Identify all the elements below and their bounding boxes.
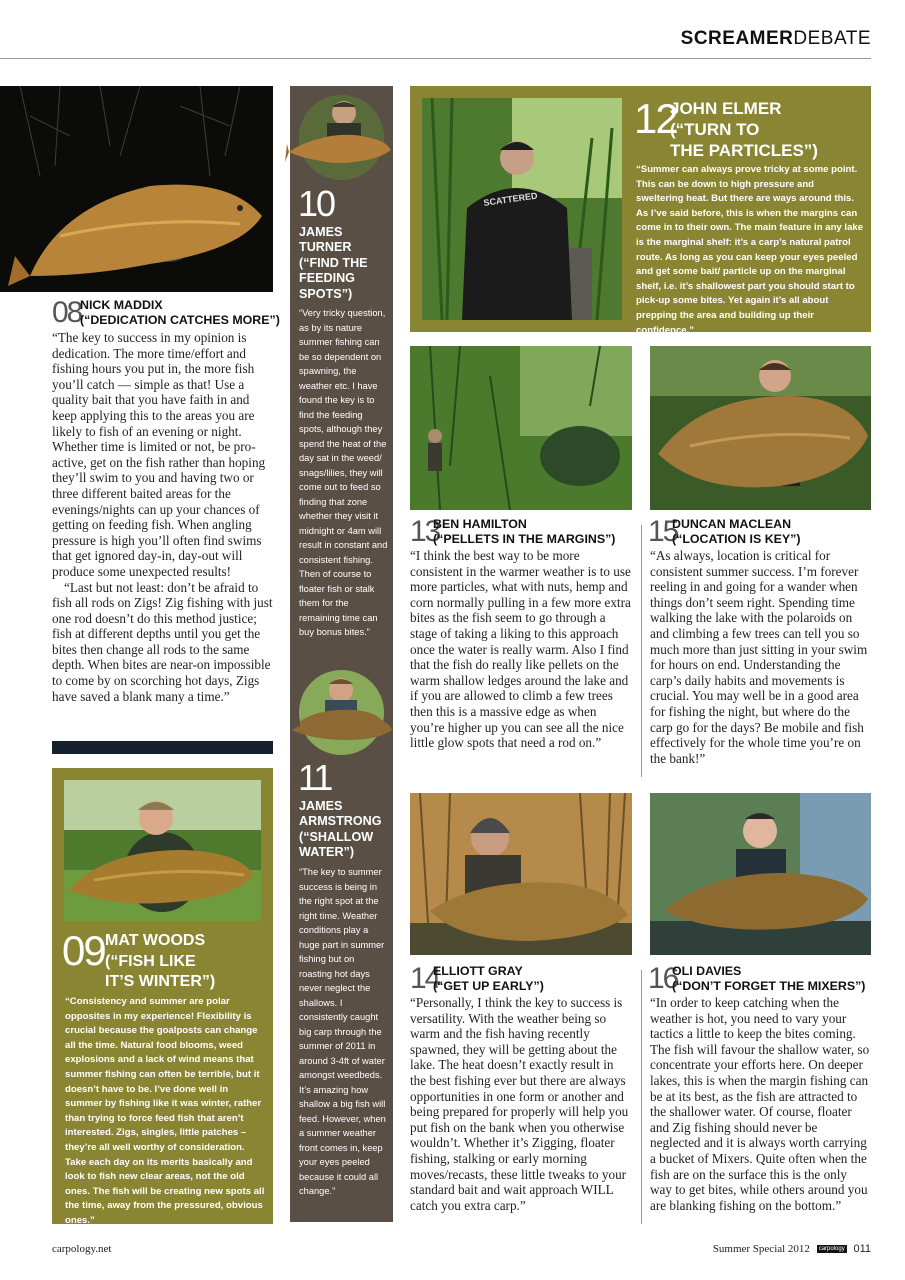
entry-body-paragraph: “Last but not least: don’t be afraid to fish all rods on Zigs! Zig fishing with just one rod doesn’t do this method justice; fish at different depths until you get the bites then change all rods to the same depth. When bites are near-on impossible to come by on scorching hot days, Zigs have saved a blank many a time.”: [52, 579, 273, 704]
entry-name-line: THE PARTICLES”): [670, 141, 818, 160]
entry-name-line: TURNER: [299, 240, 352, 255]
entry-number: 16: [648, 962, 678, 995]
entry-subtitle: (“DEDICATION CATCHES MORE”): [80, 313, 280, 327]
entry-name-line: (“SHALLOW: [299, 829, 374, 844]
photo-nick-maddix: [0, 86, 273, 292]
divider-bar: [52, 741, 273, 754]
page-number: 011: [853, 1243, 871, 1255]
entry-09-body: “Consistency and summer are polar opposites in my experience! Flexibility is crucial because the goalposts can change all the time. Natural food blooms, weed explosions and a lack of wind means that summer fishing can often be terrible, but it doesn’t have to be. I’ve done well in summer by fishing like it was winter, rather than trying to force feed fish that aren’t interested. Zigs, singles, little patches – they’re all well worthy of consideration. Take each day on its merits basically and look to fish new clear areas, not the old ones. The fish will be creating new spots all the time, away from the pressured, obvious ones.”: [65, 996, 265, 1226]
column-divider: [641, 970, 642, 1224]
entry-name-line: FEEDING: [299, 271, 355, 286]
entry-subtitle: (“LOCATION IS KEY”): [672, 532, 801, 546]
photo-oli-davies: [650, 793, 871, 955]
entry-name-line: MAT WOODS: [105, 932, 206, 949]
carpology-logo-text: carpology: [818, 1246, 845, 1253]
fish-overhang: [285, 128, 393, 168]
entry-number: 09: [62, 927, 105, 974]
entry-name-line: JAMES: [299, 225, 343, 239]
entry-08-body: [52, 330, 274, 704]
column-divider: [641, 525, 642, 777]
entry-10-body: “Very tricky question, as by its nature summer fishing can be so dependent on spawning, the weather etc. I have found the key is to find the feeding spots, although they spend the heat of the day sat in the weed/ snags/lilies, they will come out to feed so finding that zone whether they visit it midnight or 4am will result in constant and consistent fishing. Then of course to floater fish or stalk them for the remaining time can buy bonus bites.”: [299, 308, 388, 637]
entry-name-line: IT’S WINTER”): [105, 973, 216, 990]
entry-number: 14: [410, 962, 440, 995]
entry-number: 12: [634, 95, 677, 142]
entry-14-body: “Personally, I think the key to success is versatility. With the weather being so warm and the fish having recently spawned, they will be getting about the lake. The heat doesn’t exactly result in the best fishing ever but there are always opportunities in one form or another and being prepared for properly will help you put fish on the bank when you otherwise wouldn’t. Whether it’s Zigging, floater fishing, stalking or early morning moves/recasts, these little tweaks to your standard bait and wait approach WILL catch you extra carp.”: [410, 995, 629, 1213]
jacket-logo-text: SCATTERED: [482, 190, 539, 208]
entry-name-line: ARMSTRONG: [299, 814, 382, 829]
header-rule: [0, 58, 871, 59]
entry-number: 15: [648, 515, 678, 548]
entry-name: ELLIOTT GRAY: [433, 964, 523, 978]
entry-subtitle: (“DON’T FORGET THE MIXERS”): [672, 979, 866, 993]
footer-left: carpology.net: [52, 1243, 112, 1255]
carpology-logo: [817, 1245, 847, 1253]
entry-16-body: “In order to keep catching when the weather is hot, you need to vary your tactics a little to keep the bites coming. The fish will favour the shallow water, so concentrate your efforts here. On deeper lakes, this is when the margin fishing can be at its best, as the fish are attracted to the shallower water. Of course, floater and Zig fishing should never be neglected and it is always worth carrying a bucket of Mixers. Quite often when the fish are on the surface this is the only way to get bites, while others around you are blanking fishing on the bottom.”: [650, 995, 870, 1213]
photo-elliott-gray: [410, 793, 632, 955]
entry-number: 11: [298, 757, 332, 798]
entry-name: [105, 931, 215, 993]
footer-right: [713, 1243, 871, 1255]
entry-subtitle: (“GET UP EARLY”): [433, 979, 544, 993]
fish-overhang: [288, 708, 394, 746]
entry-name-line: JAMES: [299, 799, 343, 813]
section-header: [681, 28, 871, 50]
header-bold: SCREAMER: [680, 28, 794, 49]
entry-11-body: “The key to summer success is being in the right spot at the right time. Weather conditions play a huge part in summer fishing but on roasting hot days never neglect the shallows. I consistently caught big carp through the summer of 2011 in around 3-4ft of water amongst weedbeds. It’s amazing how shallow a big fish will feed. However, when a summer weather front comes in, keep your eyes peeled because it could all change.”: [299, 867, 386, 1196]
entry-name-line: (“TURN TO: [670, 120, 760, 139]
entry-name: OLI DAVIES: [672, 964, 742, 978]
entry-name-line: SPOTS”): [299, 286, 353, 301]
entry-subtitle: (“PELLETS IN THE MARGINS”): [433, 532, 616, 546]
entry-number: 10: [298, 183, 335, 224]
entry-name: [299, 799, 382, 861]
entry-name: [299, 225, 368, 302]
entry-13-body: “I think the best way to be more consistent in the warmer weather is to use more particles, what with nuts, hemp and corn normally pulling in a few more extra bites as the fish seem to go through a stage of taking a liking to this approach once the water is really warm. Also I find that the fish do really like pellets on the warm shallow ledges around the lake and if you are allowed to climb a few trees then this is a massive edge as when you’re higher up you can see all the nice little glow spots that need a rod on.”: [410, 548, 631, 751]
header-light: DEBATE: [793, 28, 871, 49]
entry-name-line: JOHN ELMER: [670, 99, 782, 118]
photo-ben-hamilton: [410, 346, 632, 510]
entry-15-body: “As always, location is critical for consistent summer success. I’m forever reeling in and going for a wander when things don’t seem right. Spending time walking the lake with the polaroids on and climbing a few trees can tell you so much more than just sitting in your swim for hours on end. Understanding the carp’s daily habits and movements is crucial. You may well be in a good area for fishing the night, but where do the carp go for the days? Be mobile and fish effectively for the whole time you’re on the bank!”: [650, 548, 868, 766]
entry-name: [670, 98, 818, 161]
entry-body-paragraph: “The key to success in my opinion is dedication. The more time/effort and fishing hours you put in, the more fish you’ll catch — simple as that! Use a quality bait that you have faith in and keep applying this to the areas you are likely to fish of an evening or night. Whether time is limited or not, be pro-active, get on the fish rather than hoping they’ll swim to you and having two or three different baited areas for the evenings/nights can up your chances of getting on feeding fish. When angling pressure is high you’ll often find swims that get ignored day-in, day-out will produce some unexpected results!: [52, 330, 266, 579]
entry-name-line: WATER”): [299, 845, 355, 860]
photo-duncan-maclean: [650, 346, 871, 510]
entry-name-line: (“FISH LIKE: [105, 952, 196, 970]
entry-name: BEN HAMILTON: [433, 517, 527, 531]
entry-number: 13: [410, 515, 440, 548]
entry-number: 08: [52, 296, 82, 329]
entry-12-body: “Summer can always prove tricky at some point. This can be down to high pressure and sweltering heat. But there are ways around this. As I’ve said before, this is when the margins can come in to their own. The main feature in any lake is the marginal shelf: it’s a carp’s natural patrol route. As long as you can keep your eyes peeled and get some bait/ particle up on the marginal shelf, i.e. it’s shallowest part you should start to pick-up some bites. Yet again it’s all about prepping the area and building up their confidence.”: [636, 164, 864, 336]
entry-name: DUNCAN MACLEAN: [672, 517, 792, 531]
entry-name-line: (“FIND THE: [299, 255, 368, 270]
photo-john-elmer: [422, 98, 622, 320]
entry-name: NICK MADDIX: [80, 298, 163, 312]
photo-mat-woods: [64, 780, 261, 921]
footer-issue: Summer Special 2012: [712, 1243, 810, 1255]
